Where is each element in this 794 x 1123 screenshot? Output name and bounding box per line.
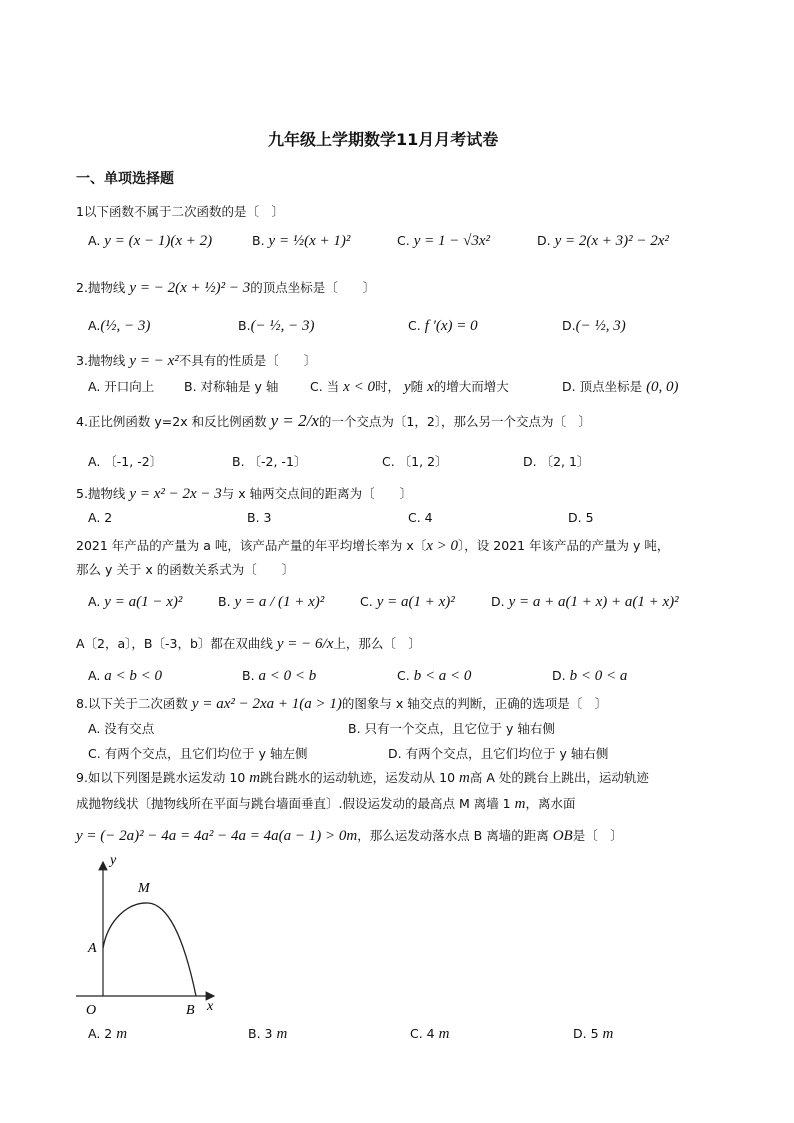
stem-math: y = x² − 2x − 3 <box>129 486 222 502</box>
question-6-line-2: 那么 y 关于 x 的函数关系式为〔 〕 <box>76 562 295 577</box>
question-8-stem <box>76 694 607 713</box>
option-label: B. <box>218 594 231 609</box>
stem-suffix: 上，那么〔 〕 <box>333 636 421 651</box>
option-math: y = (x − 1)(x + 2) <box>104 233 213 249</box>
q4-option-a: A. 〔-1, -2〕 <box>88 454 163 469</box>
option-text: 随 <box>410 379 424 394</box>
q5-option-d: D. 5 <box>568 510 594 525</box>
question-9-line-3 <box>76 826 623 845</box>
stem-suffix: 与 x 轴两交点间的距离为〔 〕 <box>221 486 413 501</box>
option-math: b < a < 0 <box>413 668 472 684</box>
question-6-line-1 <box>76 536 669 555</box>
origin-label: O <box>86 1003 97 1018</box>
stem-text: 成抛物线状〔抛物线所在平面与跳台墙面垂直〕.假设运发动的最高点 M 离墙 1 <box>76 796 511 811</box>
q5-option-c: C. 4 <box>408 510 433 525</box>
option-math: y = 2(x + 3)² − 2x² <box>554 233 669 249</box>
q2-option-b <box>238 318 315 335</box>
q4-option-c: C. 〔1, 2〕 <box>382 454 448 469</box>
q1-option-c <box>397 233 490 250</box>
option-math: b < 0 < a <box>569 668 628 684</box>
q7-option-d <box>552 668 627 685</box>
stem-text: ，离水面 <box>525 796 576 811</box>
option-label: A. <box>88 668 101 683</box>
option-math: y = a(1 − x)² <box>104 594 183 610</box>
stem-math: y = − x² <box>129 353 179 369</box>
point-m-label: M <box>138 881 150 896</box>
q9-option-a <box>88 1026 127 1043</box>
option-unit: m <box>602 1026 614 1042</box>
option-label: A. <box>88 318 101 333</box>
question-5-stem <box>76 484 412 503</box>
stem-prefix: 8.以下关于二次函数 <box>76 696 188 711</box>
option-label: B. <box>242 668 255 683</box>
question-2-stem <box>76 278 375 297</box>
option-label: C. 4 <box>410 1026 435 1041</box>
option-math: a < b < 0 <box>104 668 163 684</box>
unit-m: m <box>249 770 261 786</box>
q6-option-b <box>218 594 324 611</box>
stem-math: y = 2/x <box>270 411 319 430</box>
q3-option-c <box>310 377 509 396</box>
option-label: D. <box>552 668 566 683</box>
stem-math: x > 0 <box>426 538 459 554</box>
option-math: (½, − 3) <box>100 318 151 334</box>
q1-option-a <box>88 233 212 250</box>
stem-prefix: 3.抛物线 <box>76 353 126 368</box>
option-label: D. <box>562 318 576 333</box>
q4-option-d: D. 〔2, 1〕 <box>523 454 590 469</box>
diving-trajectory-figure <box>72 848 222 1020</box>
stem-math: y = − 6/x <box>276 636 334 652</box>
stem-suffix: 不具有的性质是〔 〕 <box>178 353 317 368</box>
option-text: D. 顶点坐标是 <box>562 379 643 394</box>
option-math: (0, 0) <box>646 379 679 395</box>
point-a-label: A <box>88 941 97 956</box>
question-3-stem <box>76 351 316 370</box>
option-math: y = a + a(1 + x) + a(1 + x)² <box>508 594 679 610</box>
stem-prefix: 2.抛物线 <box>76 280 126 295</box>
option-label: A. <box>88 594 101 609</box>
q3-option-d <box>562 377 679 396</box>
option-label: C. <box>360 594 373 609</box>
option-unit: m <box>276 1026 288 1042</box>
option-math: y = ½(x + 1)² <box>268 233 351 249</box>
option-text: 的增大而增大 <box>433 379 509 394</box>
question-4-stem <box>76 411 591 431</box>
q3-option-a: A. 开口向上 <box>88 379 155 394</box>
q8-option-b: B. 只有一个交点，且它位于 y 轴右侧 <box>348 721 555 736</box>
stem-text: 2021 年产品的产量为 a 吨，该产品产量的年平均增长率为 x〔 <box>76 538 427 553</box>
option-math: (− ½, 3) <box>575 318 626 334</box>
option-unit: m <box>116 1026 128 1042</box>
stem-math: y = − 2(x + ½)² − 3 <box>129 280 251 296</box>
q8-option-d: D. 有两个交点，且它们均位于 y 轴右侧 <box>388 746 609 761</box>
section-heading: 一、单项选择题 <box>76 171 174 187</box>
x-axis-label: x <box>207 999 214 1014</box>
option-math: x < 0 <box>343 379 375 395</box>
stem-suffix: 的图象与 x 轴交点的判断，正确的选项是〔 〕 <box>341 696 608 711</box>
option-math: y <box>403 379 411 395</box>
option-math: x <box>427 379 434 395</box>
unit-m: m <box>459 770 470 786</box>
stem-suffix: 的一个交点为〔1，2〕，那么另一个交点为〔 〕 <box>318 414 592 429</box>
q6-option-c <box>360 594 455 611</box>
q9-option-c <box>410 1026 449 1043</box>
q8-option-a: A. 没有交点 <box>88 721 155 736</box>
option-math: a < 0 < b <box>258 668 317 684</box>
q2-option-a <box>88 318 150 335</box>
page-title: 九年级上学期数学11月月考试卷 <box>268 130 499 149</box>
q6-option-a <box>88 594 182 611</box>
point-b-label: B <box>186 1003 195 1018</box>
q8-option-c: C. 有两个交点，且它们均位于 y 轴左侧 <box>88 746 308 761</box>
option-label: D. <box>491 594 505 609</box>
q4-option-b: B. 〔-2, -1〕 <box>232 454 307 469</box>
q7-option-a <box>88 668 162 685</box>
q2-option-c <box>408 318 478 335</box>
stem-math: y = ax² − 2xa + 1(a > 1) <box>191 696 342 712</box>
option-text: C. 当 <box>310 379 340 394</box>
q5-option-a: A. 2 <box>88 510 113 525</box>
stem-text: 跳台跳水的运动轨迹，运发动从 10 <box>260 770 456 785</box>
question-9-line-1 <box>76 768 649 787</box>
stem-prefix: A〔2，a〕，B〔-3，b〕都在双曲线 <box>76 636 273 651</box>
question-7-stem <box>76 634 421 653</box>
option-label: D. <box>537 233 551 248</box>
option-label: B. 3 <box>248 1026 273 1041</box>
question-9-line-2 <box>76 794 575 813</box>
stem-prefix: 4.正比例函数 y=2x 和反比例函数 <box>76 414 267 429</box>
q9-option-b <box>248 1026 287 1043</box>
option-label: C. <box>408 318 421 333</box>
option-unit: m <box>438 1026 450 1042</box>
option-math: f ′(x) = 0 <box>424 318 478 334</box>
q6-option-d <box>491 594 679 611</box>
stem-text: 9.如以下列图是跳水运发动 10 <box>76 770 246 785</box>
option-math: y = a / (1 + x)² <box>234 594 325 610</box>
stem-math: y = (− 2a)² − 4a = 4a² − 4a = 4a(a − 1) > 0 <box>76 828 347 844</box>
option-label: A. <box>88 233 101 248</box>
stem-text: 〕，设 2021 年该产品的产量为 y 吨， <box>458 538 670 553</box>
option-math: (− ½, − 3) <box>250 318 315 334</box>
q3-option-b: B. 对称轴是 y 轴 <box>184 379 279 394</box>
stem-text: 高 A 处的跳台上跳出，运动轨迹 <box>469 770 649 785</box>
option-math: y = 1 − √3x² <box>413 233 490 249</box>
stem-text: 是〔 〕 <box>572 828 623 843</box>
q1-option-b <box>252 233 350 250</box>
unit-m: m <box>346 828 358 844</box>
unit-m: m <box>514 796 526 812</box>
trajectory-curve <box>103 903 196 996</box>
stem-prefix: 5.抛物线 <box>76 486 126 501</box>
option-label: B. <box>238 318 251 333</box>
stem-text: ，那么运发动落水点 B 离墙的距离 <box>357 828 549 843</box>
option-label: A. 2 <box>88 1026 113 1041</box>
q1-option-d <box>537 233 669 250</box>
q7-option-b <box>242 668 316 685</box>
option-label: C. <box>397 668 410 683</box>
q9-option-d <box>573 1026 613 1043</box>
y-axis-label: y <box>110 853 117 868</box>
option-text: 时， <box>374 379 400 394</box>
q5-option-b: B. 3 <box>247 510 272 525</box>
q7-option-c <box>397 668 471 685</box>
q2-option-d <box>562 318 626 335</box>
stem-suffix: 的顶点坐标是〔 〕 <box>250 280 376 295</box>
question-1-stem: 1以下函数不属于二次函数的是〔 〕 <box>76 204 284 219</box>
stem-math: OB <box>552 828 573 844</box>
option-label: B. <box>252 233 265 248</box>
option-label: D. 5 <box>573 1026 599 1041</box>
option-math: y = a(1 + x)² <box>376 594 455 610</box>
option-label: C. <box>397 233 410 248</box>
